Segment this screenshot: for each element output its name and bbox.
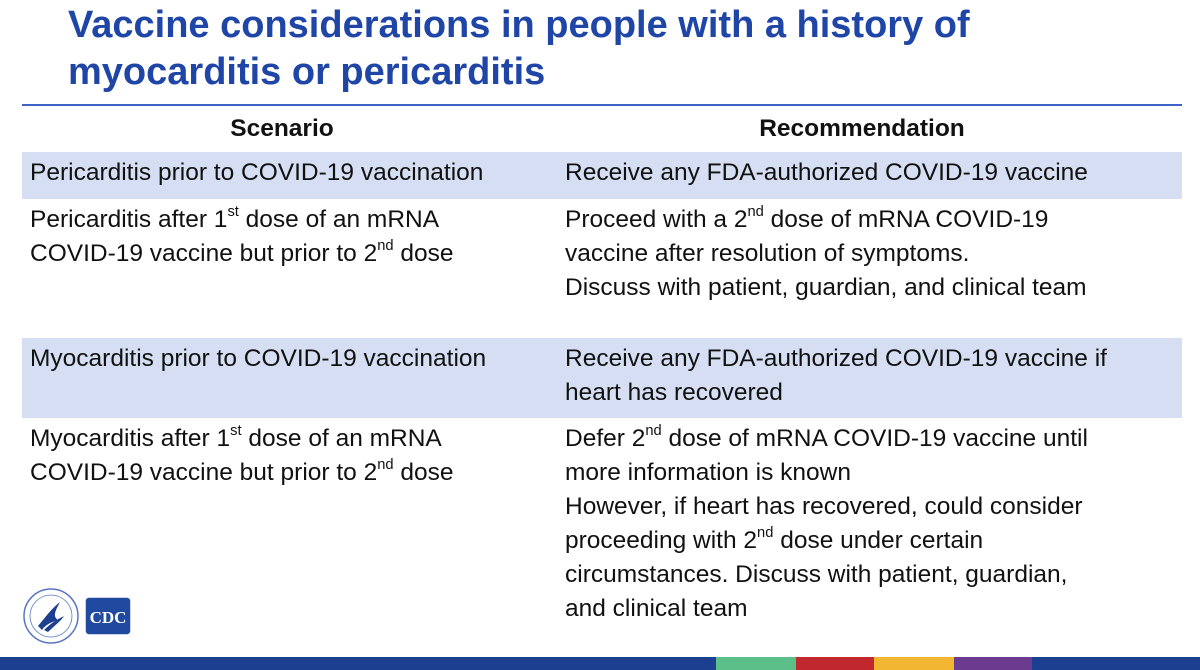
text-part: proceeding with 2 [565,527,758,554]
recommendation-cell [542,336,1182,418]
text-part: Myocarditis after 1 [30,425,231,452]
footer-segment [954,657,1032,670]
footer-segment [716,657,796,670]
scenario-cell [22,152,542,199]
recommendation-line: circumstances. Discuss with patient, guardian, [565,561,1068,588]
scenario-line [30,237,534,271]
agency-logos [22,586,132,646]
scenario-line [30,422,534,456]
recommendation-line: Receive any FDA-authorized COVID-19 vaccine if [565,345,1107,372]
hhs-eagle-seal-icon [22,586,80,646]
footer-color-bar [0,657,1200,670]
slide-title: Vaccine considerations in people with a history of myocarditis or pericarditis [68,4,970,93]
text-part: COVID-19 vaccine but prior to 2 [30,240,378,267]
header-scenario: Scenario [230,115,334,142]
recommendation-line [565,203,1174,237]
ordinal-suffix: st [227,203,239,220]
recommendation-text: Receive any FDA-authorized COVID-19 vaccine [565,159,1088,186]
considerations-table [22,106,1182,640]
scenario-cell [22,199,542,336]
text-part: Pericarditis after 1 [30,206,228,233]
text-part: dose of mRNA COVID-19 [763,206,1049,233]
cdc-logo-text: CDC [89,608,127,627]
text-part: dose of an mRNA [238,206,440,233]
recommendation-line: and clinical team [565,595,748,622]
table-row [22,199,1182,336]
recommendation-line: vaccine after resolution of symptoms. [565,240,970,267]
ordinal-suffix: nd [377,456,394,473]
scenario-line [30,456,534,490]
text-part: Proceed with a 2 [565,206,748,233]
footer-segment [874,657,954,670]
recommendation-line: Discuss with patient, guardian, and clinical team [565,274,1087,301]
recommendation-cell [542,199,1182,336]
text-part: COVID-19 vaccine but prior to 2 [30,459,378,486]
ordinal-suffix: nd [645,422,662,439]
footer-segment [796,657,874,670]
scenario-line [30,203,534,237]
scenario-cell [22,336,542,418]
ordinal-suffix: nd [757,524,774,541]
table-row [22,336,1182,418]
recommendation-line [565,422,1174,456]
ordinal-suffix: st [230,422,242,439]
footer-segment [0,657,716,670]
recommendation-line: more information is known [565,459,851,486]
recommendation-line: heart has recovered [565,379,783,406]
table-row [22,152,1182,199]
text-part: dose of an mRNA [241,425,442,452]
scenario-text: Myocarditis prior to COVID-19 vaccination [30,345,487,372]
recommendation-line [565,524,1174,558]
cdc-logo [84,596,132,636]
table-row [22,418,1182,640]
recommendation-cell [542,152,1182,199]
footer-segment [1032,657,1200,670]
recommendation-cell [542,418,1182,640]
text-part: dose of mRNA COVID-19 vaccine until [661,425,1088,452]
recommendation-line: However, if heart has recovered, could consider [565,493,1083,520]
ordinal-suffix: nd [377,237,394,254]
header-recommendation: Recommendation [759,115,965,142]
text-part: dose under certain [773,527,984,554]
text-part: dose [393,240,454,267]
scenario-text: Pericarditis prior to COVID-19 vaccination [30,159,484,186]
ordinal-suffix: nd [747,203,764,220]
table-header-row [22,106,1182,152]
text-part: Defer 2 [565,425,646,452]
text-part: dose [393,459,454,486]
